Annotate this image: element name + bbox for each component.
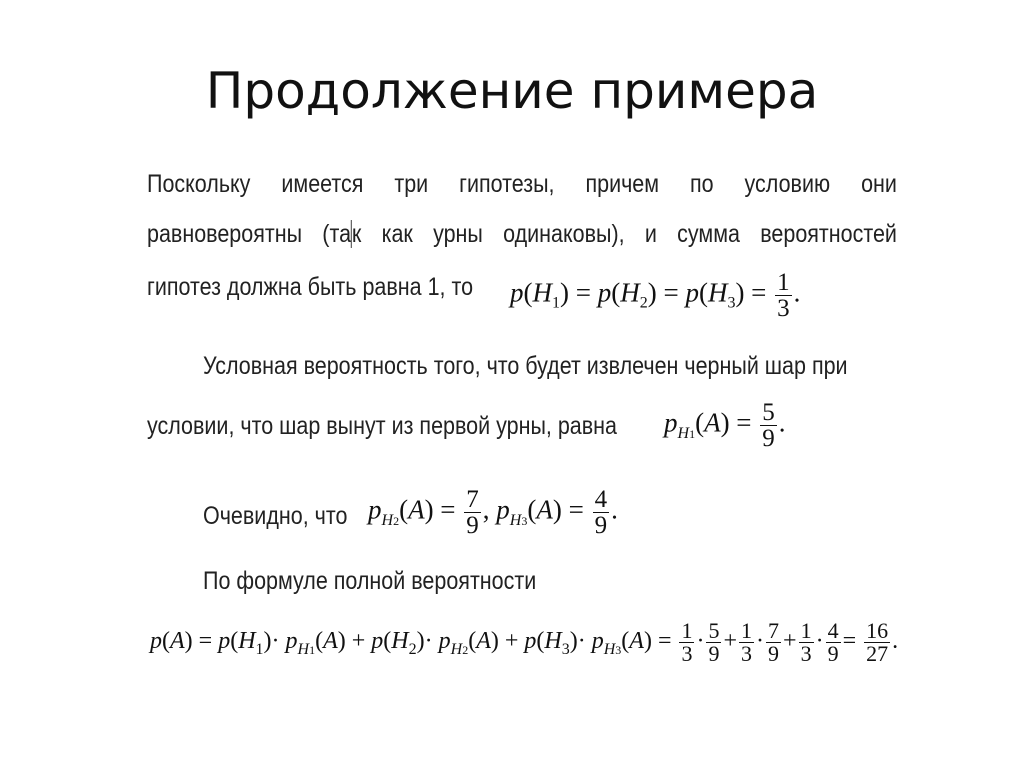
para2-line1: Условная вероятность того, что будет извлечен черный шар при	[203, 352, 848, 380]
formula-p-h1: $p_{H1}(A)$ = $\frac{5}{9}$ .	[664, 399, 786, 452]
fraction-1-3: $\frac{1}{3}$	[777, 269, 790, 322]
para3-text: Очевидно, что	[203, 502, 348, 530]
fraction-16-27: $\frac{16}{27}$	[866, 618, 889, 666]
fraction-4-9: $\frac{4}{9}$	[594, 486, 608, 539]
fraction-7-9: $\frac{7}{9}$	[466, 486, 479, 539]
fraction-5-9: $\frac{5}{9}$	[762, 399, 775, 452]
formula-equal-hypotheses: $p(H_1) = p(H_2) = p(H_3)$ = $\frac{1}{3}$ .	[510, 269, 801, 322]
para1-line3-text: гипотез должна быть равна 1, то	[147, 273, 474, 301]
para2-line2: условии, что шар вынут из первой урны, равна	[147, 412, 618, 440]
formula-total-probability: $p(A) = p(H_1)\cdot p_{H1}(A) + p(H_2)\cdot p_{H2}(A) + p(H_3)\cdot p_{H3}(A)$ = $\frac{1}{3}$ · $\frac{5}{9}$ + $\frac{1}{3}$ · $\frac{7}{9}$ + $\frac{1}{3}$ · $\frac{4}{9}$ = $\frac{16}{27}$ .	[150, 618, 899, 666]
para1-line2-b: к как урны одинаковы), и сумма вероятностей	[351, 220, 897, 248]
para4-text: По формуле полной вероятности	[203, 567, 537, 595]
para1-line1: Поскольку имеется три гипотезы, причем по условию они	[147, 170, 897, 198]
para1-line2	[147, 220, 897, 249]
page-title: Продолжение примера	[205, 62, 819, 120]
para1-line2-a: равновероятны (та	[147, 220, 352, 248]
formula-p-h2-h3: $p_{H2}(A)$ = $\frac{7}{9}$ , $p_{H3}(A)$ = $\frac{4}{9}$ .	[368, 486, 618, 539]
